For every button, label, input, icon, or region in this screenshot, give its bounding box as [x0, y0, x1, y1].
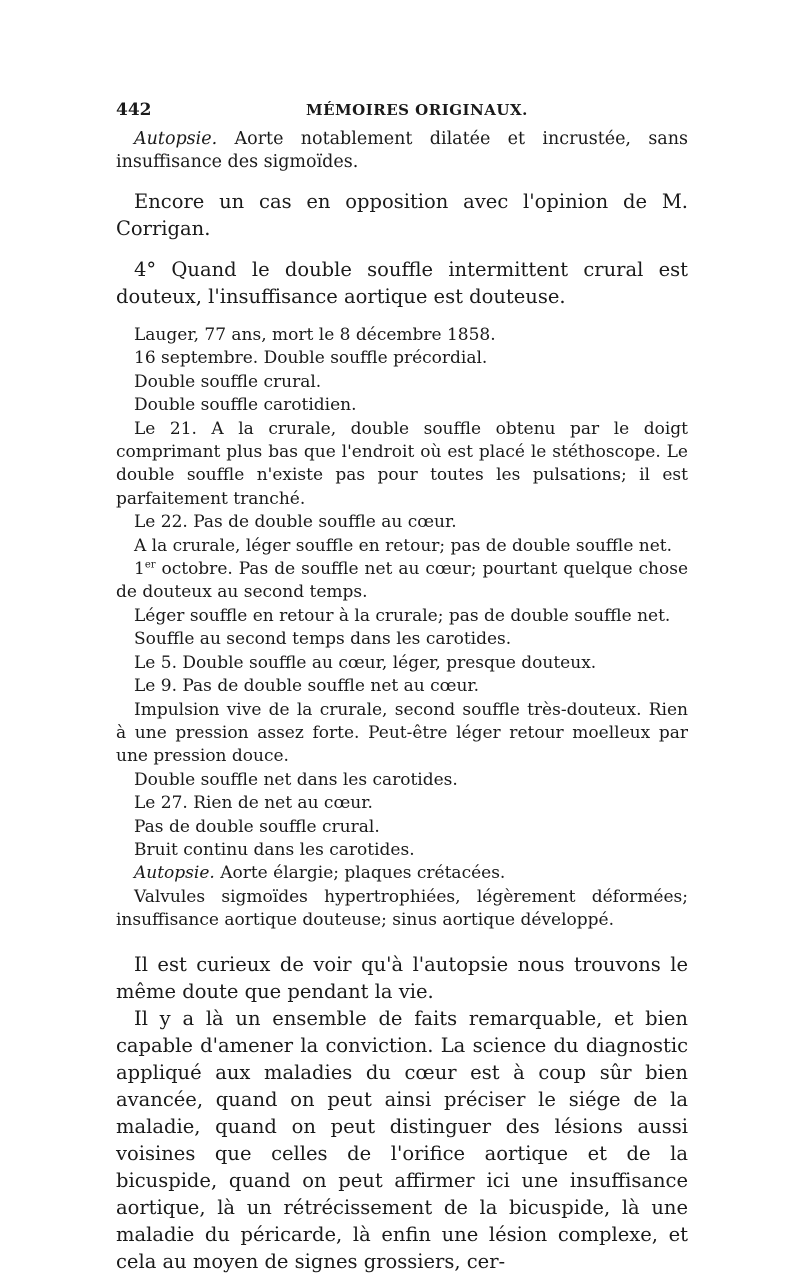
case-line: Impulsion vive de la crurale, second souffle très-douteux. Rien à une pression assez forte. Peut-être léger retour moelleux par une pression douce. [116, 699, 688, 767]
case-line: Souffle au second temps dans les carotides. [134, 629, 512, 650]
page-header [116, 92, 688, 128]
october-day-sup: er [144, 559, 156, 571]
case-line-october [116, 558, 688, 605]
conclusion-paragraph-1: Il est curieux de voir qu'à l'autopsie nous trouvons le même doute que pendant la vie. [116, 952, 688, 1003]
case-line: Le 27. Rien de net au cœur. [134, 793, 373, 814]
case-line: Bruit continu dans les carotides. [134, 839, 415, 860]
case-autopsy-text: Aorte élargie; plaques crétacées. [214, 863, 506, 884]
running-head: MÉMOIRES ORIGINAUX. [306, 101, 528, 119]
case-line: A la crurale, léger souffle en retour; pas de double souffle net. [134, 535, 673, 556]
case-line: Le 5. Double souffle au cœur, léger, presque douteux. [134, 652, 597, 673]
book-page [116, 92, 688, 1275]
case-line: Le 21. A la crurale, double souffle obtenu par le doigt comprimant plus bas que l'endroit où est placé le stéthoscope. Le double souffle n'existe pas pour toutes les pulsations; il est parfaitement tranché. [116, 418, 688, 509]
case-autopsy [116, 862, 688, 885]
case-line: Double souffle crural. [134, 371, 322, 392]
case-line: Le 9. Pas de double souffle net au cœur. [134, 676, 480, 697]
note-opposition: Encore un cas en opposition avec l'opinion de M. Corrigan. [116, 190, 688, 240]
conclusion-paragraph-2: Il y a là un ensemble de faits remarquable, et bien capable d'amener la conviction. La science du diagnostic appliqué aux maladies du cœur est à coup sûr bien avancée, quand on peut ainsi préciser le siége de la maladie, quand on peut distinguer des lésions aussi voisines que celles de l'orifice aortique et de la bicuspide, quand on peut affirmer ici une insuffisance aortique, là un rétrécissement de la bicuspide, là une maladie du péricarde, là enfin une lésion complexe, et cela au moyen de signes grossiers, cer- [116, 1006, 688, 1273]
case-line: Le 22. Pas de double souffle au cœur. [134, 512, 457, 533]
october-day: 1 [134, 559, 145, 580]
case-line: 16 septembre. Double souffle précordial. [134, 348, 488, 369]
page-number: 442 [116, 100, 152, 120]
intro-autopsy [116, 128, 688, 174]
case-line: Double souffle carotidien. [134, 395, 357, 416]
case-autopsy-label: Autopsie. [134, 863, 215, 884]
case-line: Double souffle net dans les carotides. [134, 769, 458, 790]
october-text: octobre. Pas de souffle net au cœur; pourtant quelque chose de douteux au second temps. [116, 559, 688, 603]
case-line-final: Valvules sigmoïdes hypertrophiées, légèrement déformées; insuffisance aortique douteuse; sinus aortique développé. [116, 886, 688, 931]
case-line: Lauger, 77 ans, mort le 8 décembre 1858. [134, 325, 496, 345]
case-line: Pas de double souffle crural. [134, 816, 380, 837]
intro-autopsy-label: Autopsie. [134, 129, 218, 149]
case-report [116, 324, 688, 933]
intro-autopsy-text: Aorte notablement dilatée et incrustée, sans insuffisance des sigmoïdes. [116, 129, 688, 172]
rule-4: 4° Quand le double souffle intermittent crural est douteux, l'insuffisance aortique est douteuse. [116, 258, 688, 308]
case-line: Léger souffle en retour à la crurale; pas de double souffle net. [134, 605, 671, 626]
